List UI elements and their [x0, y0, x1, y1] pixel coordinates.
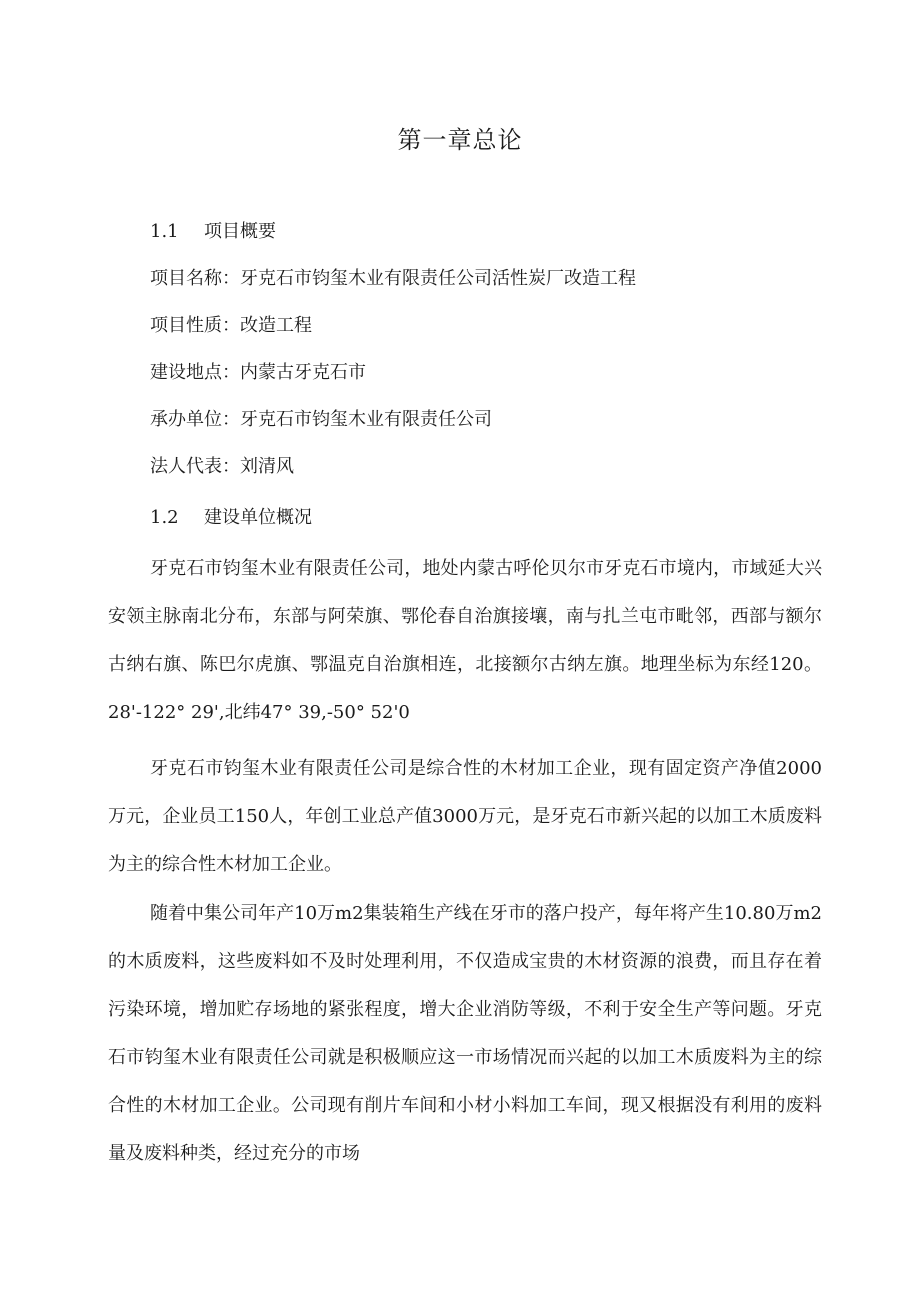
- field-organizer: 承办单位：牙克石市钧玺木业有限责任公司: [150, 409, 492, 430]
- section-heading-1-1: [150, 217, 276, 247]
- section-number: 1.2: [150, 507, 179, 528]
- chapter-title: 第一章总论: [397, 126, 523, 154]
- field-legal-representative: 法人代表：刘清风: [150, 456, 294, 477]
- section-number: 1.1: [150, 221, 179, 242]
- paragraph-background: 随着中集公司年产10万m2集装箱生产线在牙市的落户投产，每年将产生10.80万m2的木质废料，这些废料如不及时处理利用，不仅造成宝贵的木材资源的浪费，而且存在着污染环境，增加贮存场地的紧张程度，增大企业消防等级，不利于安全生产等问题。牙克石市钧玺木业有限责任公司就是积极顺应这一市场情况而兴起的以加工木质废料为主的综合性的木材加工企业。公司现有削片车间和小材小料加工车间，现又根据没有利用的废料量及废料种类，经过充分的市场: [108, 903, 822, 1164]
- section-title: 建设单位概况: [204, 507, 312, 528]
- field-project-name: 项目名称：牙克石市钧玺木业有限责任公司活性炭厂改造工程: [150, 268, 636, 289]
- field-location: 建设地点：内蒙古牙克石市: [150, 362, 366, 383]
- section-title: 项目概要: [204, 221, 276, 242]
- paragraph-company-profile: 牙克石市钧玺木业有限责任公司是综合性的木材加工企业，现有固定资产净值2000万元，企业员工150人，年创工业总产值3000万元，是牙克石市新兴起的以加工木质废料为主的综合性木材加工企业。: [108, 758, 822, 875]
- field-project-nature: 项目性质：改造工程: [150, 315, 312, 336]
- section-heading-1-2: [150, 503, 312, 533]
- paragraph-location: 牙克石市钧玺木业有限责任公司，地处内蒙古呼伦贝尔市牙克石市境内，市域延大兴安领主脉南北分布，东部与阿荣旗、鄂伦春自治旗接壤，南与扎兰屯市毗邻，西部与额尔古纳右旗、陈巴尔虎旗、鄂温克自治旗相连，北接额尔古纳左旗。地理坐标为东经120。28'-122° 29',北纬47° 39,-50° 52'0: [108, 558, 822, 723]
